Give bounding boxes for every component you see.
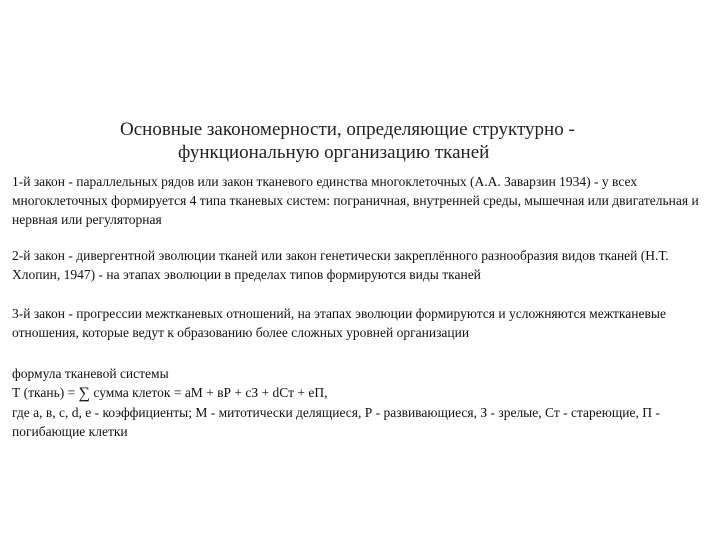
formula-block bbox=[12, 364, 712, 441]
sigma-symbol: ∑ bbox=[78, 385, 91, 402]
formula-heading: формула тканевой системы bbox=[12, 366, 169, 381]
law-1-paragraph: 1-й закон - параллельных рядов или закон тканевого единства многоклеточных (А.А. Заварзин 1934) - у всех многоклеточных формируется 4 типа тканевых систем: пограничная, внутренней среды, мышечная или двигательная и нервная или регуляторная bbox=[12, 174, 699, 227]
law-3-paragraph: 3-й закон - прогрессии межтканевых отношений, на этапах эволюции формируются и усложняются межтканевые отношения, которые ведут к образованию более сложных уровней организации bbox=[12, 306, 666, 340]
law-2-paragraph: 2-й закон - дивергентной эволюции тканей или закон генетически закреплённого разнообразия видов тканей (Н.Т. Хлопин, 1947) - на этапах эволюции в пределах типов формируются виды тканей bbox=[12, 248, 669, 282]
slide-title bbox=[120, 118, 640, 164]
title-line-2: функциональную организацию тканей bbox=[178, 142, 490, 163]
formula-rest: сумма клеток = аМ + вР + сЗ + dСт + еП, bbox=[90, 385, 328, 400]
formula-legend: где а, в, с, d, е - коэффициенты; М - митотически делящиеся, Р - развивающиеся, З - зрелые, Ст - стареющие, П - погибающие клетки bbox=[12, 405, 660, 439]
formula-prefix: Т (ткань) = bbox=[12, 385, 79, 400]
slide-body bbox=[12, 172, 712, 441]
title-line-1: Основные закономерности, определяющие структурно - bbox=[120, 119, 575, 140]
formula-line bbox=[12, 383, 712, 403]
